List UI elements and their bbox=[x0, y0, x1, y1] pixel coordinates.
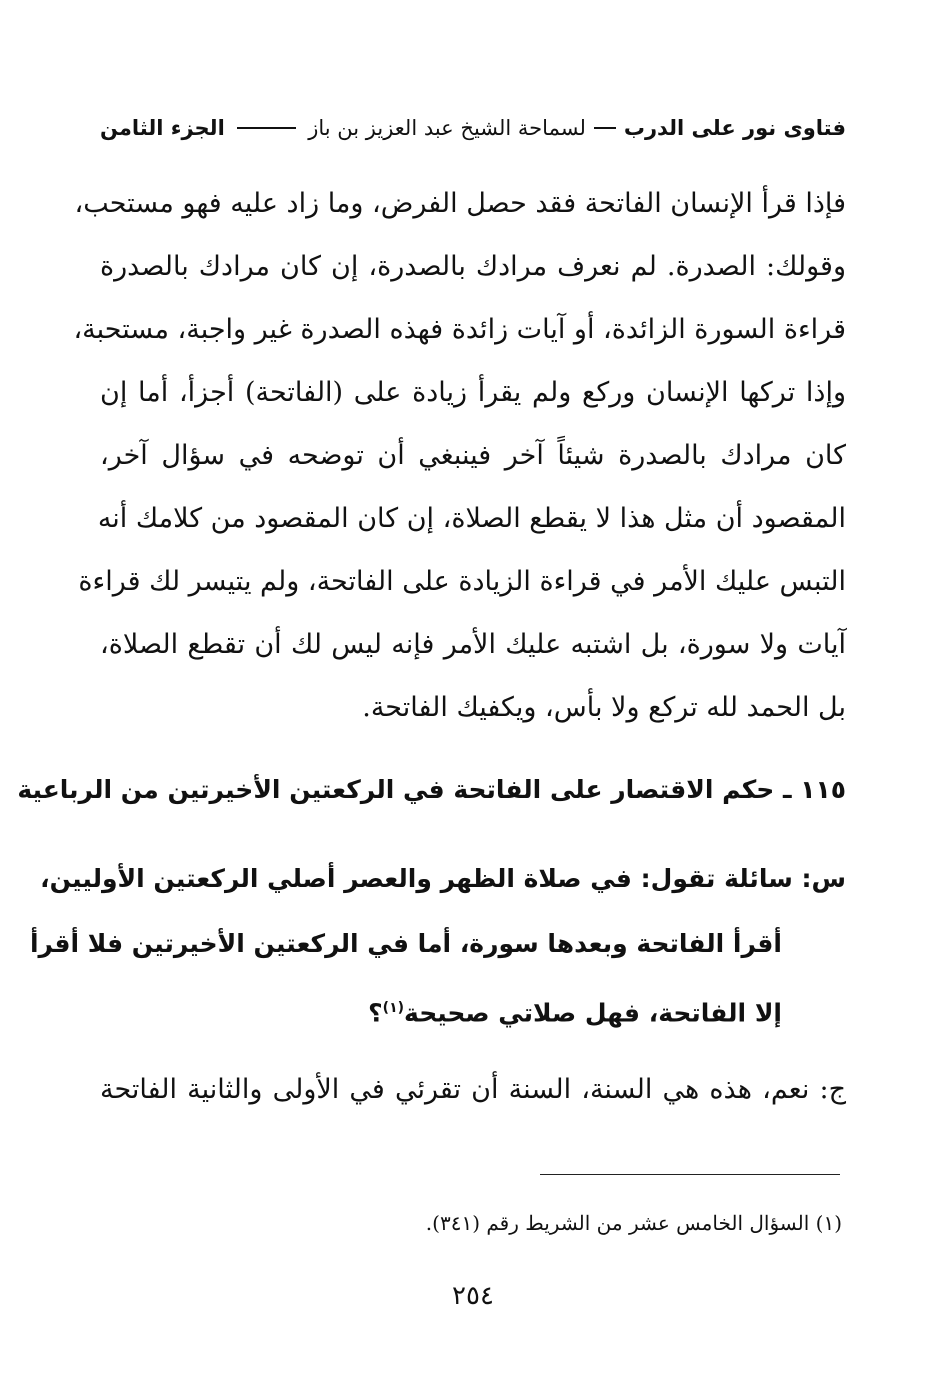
body-paragraph bbox=[73, 172, 846, 739]
footnote-reference: (١) bbox=[382, 1000, 405, 1016]
footnote-separator bbox=[540, 1174, 840, 1175]
question-line bbox=[100, 976, 846, 1041]
body-line: التبس عليك الأمر في قراءة الزيادة على الفاتحة، ولم يتيسر لك قراءة bbox=[78, 566, 846, 597]
section-heading: ١١٥ ـ حكم الاقتصار على الفاتحة في الركعتين الأخيرتين من الرباعية bbox=[17, 775, 846, 804]
body-line: آيات ولا سورة، بل اشتبه عليك الأمر فإنه ليس لك أن تقطع الصلاة، bbox=[100, 629, 846, 660]
body-line: فإذا قرأ الإنسان الفاتحة فقد حصل الفرض، وما زاد عليه فهو مستحب، bbox=[74, 188, 846, 219]
book-title: فتاوى نور على الدرب bbox=[623, 116, 846, 140]
header-dash bbox=[594, 127, 616, 129]
body-line: المقصود أن مثل هذا لا يقطع الصلاة، إن كان المقصود من كلامك أنه bbox=[97, 503, 846, 534]
question-mark: ؟ bbox=[368, 998, 383, 1028]
body-line: وقولك: الصدرة. لم نعرف مرادك بالصدرة، إن كان مرادك بالصدرة bbox=[100, 251, 846, 282]
body-line: وإذا تركها الإنسان وركع ولم يقرأ زيادة على (الفاتحة) أجزأ، أما إن bbox=[100, 377, 846, 408]
page-number: ٢٥٤ bbox=[452, 1281, 494, 1311]
author-name: لسماحة الشيخ عبد العزيز بن باز bbox=[308, 116, 586, 140]
running-header bbox=[100, 108, 846, 148]
body-line: قراءة السورة الزائدة، أو آيات زائدة فهذه الصدرة غير واجبة، مستحبة، bbox=[73, 314, 846, 345]
question-text: إلا الفاتحة، فهل صلاتي صحيحة bbox=[404, 998, 782, 1028]
body-line: كان مرادك بالصدرة شيئاً آخر فينبغي أن توضحه في سؤال آخر، bbox=[100, 440, 846, 471]
question-line: أقرأ الفاتحة وبعدها سورة، أما في الركعتين الأخيرتين فلا أقرأ bbox=[29, 929, 782, 958]
header-rule bbox=[237, 127, 296, 129]
part-label: الجزء الثامن bbox=[100, 116, 225, 140]
question-block bbox=[29, 846, 846, 1041]
question-line: س: سائلة تقول: في صلاة الظهر والعصر أصلي الركعتين الأوليين، bbox=[40, 864, 846, 893]
body-line: بل الحمد لله تركع ولا بأس، ويكفيك الفاتحة. bbox=[362, 692, 846, 723]
footnote: (١) السؤال الخامس عشر من الشريط رقم (٣٤١). bbox=[425, 1211, 842, 1235]
answer-line: ج: نعم، هذه هي السنة، السنة أن تقرئي في الأولى والثانية الفاتحة bbox=[100, 1074, 846, 1105]
